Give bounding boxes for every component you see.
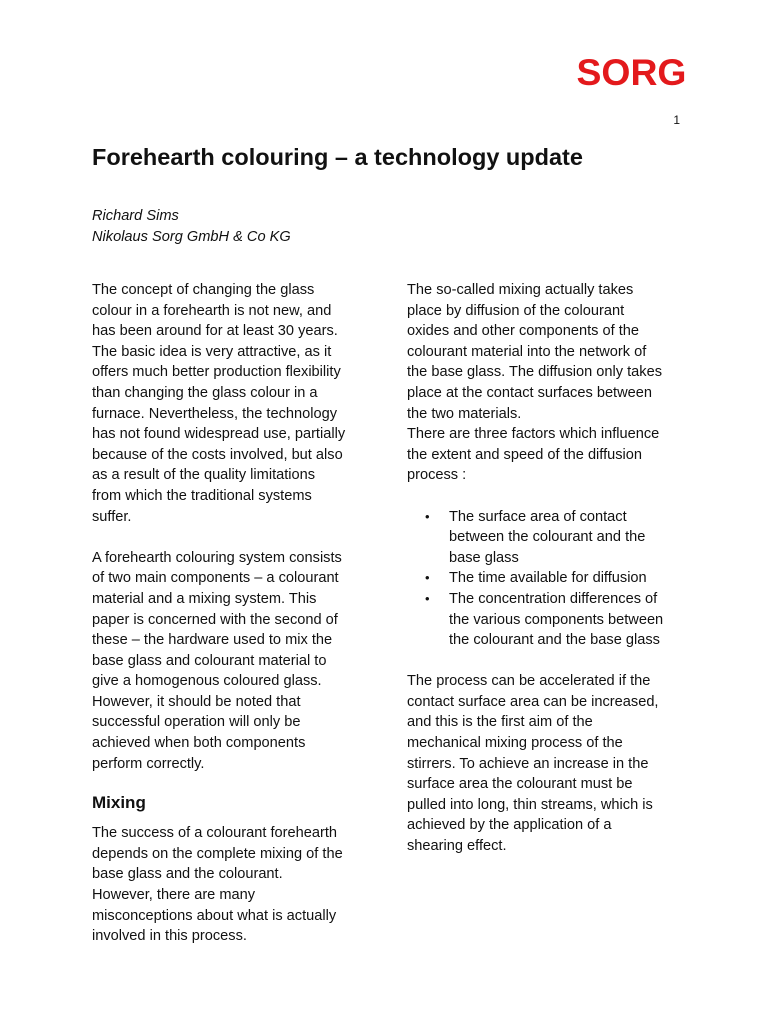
- text-line: surface area the colourant must be: [407, 776, 633, 793]
- left-column: [92, 280, 377, 947]
- text-line: the various components between: [449, 611, 664, 628]
- system-components-paragraph: [92, 548, 377, 775]
- text-line: material and a mixing system. This: [92, 590, 317, 607]
- paragraph-spacer: [92, 774, 377, 782]
- text-line: and this is the first aim of the: [407, 714, 593, 731]
- text-line: The concentration differences of: [449, 590, 658, 607]
- author-affiliation: Nikolaus Sorg GmbH & Co KG: [92, 228, 291, 245]
- text-line: pulled into long, thin streams, which is: [407, 796, 653, 813]
- text-line: than changing the glass colour in a: [92, 384, 318, 401]
- text-line: colour in a forehearth is not new, and: [92, 302, 332, 319]
- text-line: achieved by the application of a: [407, 817, 612, 834]
- text-line: involved in this process.: [92, 928, 247, 945]
- text-line: the two materials.: [407, 405, 522, 422]
- text-line: The basic idea is very attractive, as it: [92, 343, 332, 360]
- text-line: from which the traditional systems: [92, 487, 312, 504]
- section-heading-mixing: Mixing: [92, 793, 146, 813]
- text-line: paper is concerned with the second of: [92, 611, 338, 628]
- text-line: The process can be accelerated if the: [407, 673, 651, 690]
- text-line: The success of a colourant forehearth: [92, 825, 337, 842]
- bullet-icon: •: [425, 590, 430, 606]
- bullet-icon: •: [425, 570, 430, 586]
- text-line: as a result of the quality limitations: [92, 467, 316, 484]
- list-item: [407, 589, 697, 651]
- page-number: 1: [673, 113, 680, 127]
- text-line: process :: [407, 467, 467, 484]
- list-item: [407, 568, 697, 589]
- paragraph-spacer: [407, 486, 697, 507]
- list-item: [407, 507, 697, 569]
- text-line: between the colourant and the: [449, 529, 646, 546]
- text-line: of two main components – a colourant: [92, 570, 339, 587]
- text-line: The time available for diffusion: [449, 570, 647, 587]
- text-line: stirrers. To achieve an increase in the: [407, 755, 649, 772]
- text-line: has not found widespread use, partially: [92, 426, 346, 443]
- sorg-logo: [576, 58, 687, 86]
- text-line: shearing effect.: [407, 838, 507, 855]
- text-line: place at the contact surfaces between: [407, 384, 653, 401]
- text-line: The concept of changing the glass: [92, 282, 315, 298]
- paragraph-spacer: [407, 651, 697, 672]
- text-line: the extent and speed of the diffusion: [407, 446, 643, 463]
- text-line: give a homogenous coloured glass.: [92, 673, 322, 690]
- paragraph-spacer: [92, 527, 377, 548]
- text-line: mechanical mixing process of the: [407, 735, 623, 752]
- text-line: perform correctly.: [92, 755, 205, 772]
- text-line: the colourant and the base glass: [449, 632, 660, 649]
- text-line: misconceptions about what is actually: [92, 907, 337, 924]
- text-line: colourant material into the network of: [407, 343, 647, 360]
- text-line: However, it should be noted that: [92, 693, 301, 710]
- text-line: achieved when both components: [92, 735, 306, 752]
- diffusion-factors-list: [407, 507, 697, 651]
- text-line: A forehearth colouring system consists: [92, 549, 342, 566]
- page-title: Forehearth colouring – a technology update: [92, 144, 583, 170]
- text-line: has been around for at least 30 years.: [92, 323, 338, 340]
- sorg-logo-text: SORG: [576, 58, 687, 86]
- text-line: suffer.: [92, 508, 132, 525]
- mixing-paragraph: [92, 823, 377, 947]
- intro-paragraph: [92, 280, 377, 527]
- right-column: [407, 280, 697, 857]
- acceleration-paragraph: [407, 671, 697, 856]
- text-line: However, there are many: [92, 887, 256, 904]
- diffusion-paragraph: [407, 280, 697, 486]
- text-line: these – the hardware used to mix the: [92, 632, 333, 649]
- text-line: oxides and other components of the: [407, 323, 640, 340]
- text-line: base glass and colourant material to: [92, 652, 327, 669]
- sorg-logo-graphic: [576, 58, 687, 86]
- text-line: base glass: [449, 549, 519, 566]
- text-line: base glass and the colourant.: [92, 866, 283, 883]
- text-line: the base glass. The diffusion only takes: [407, 364, 663, 381]
- text-line: There are three factors which influence: [407, 426, 660, 443]
- text-line: because of the costs involved, but also: [92, 446, 343, 463]
- bullet-icon: •: [425, 508, 430, 524]
- text-line: place by diffusion of the colourant: [407, 302, 625, 319]
- text-line: offers much better production flexibility: [92, 364, 341, 381]
- author-name: Richard Sims: [92, 208, 179, 224]
- text-line: The so-called mixing actually takes: [407, 282, 634, 298]
- text-line: contact surface area can be increased,: [407, 693, 659, 710]
- text-line: The surface area of contact: [449, 508, 627, 525]
- text-line: depends on the complete mixing of the: [92, 845, 343, 862]
- author-block: [92, 206, 291, 247]
- text-line: furnace. Nevertheless, the technology: [92, 405, 337, 422]
- text-line: successful operation will only be: [92, 714, 301, 731]
